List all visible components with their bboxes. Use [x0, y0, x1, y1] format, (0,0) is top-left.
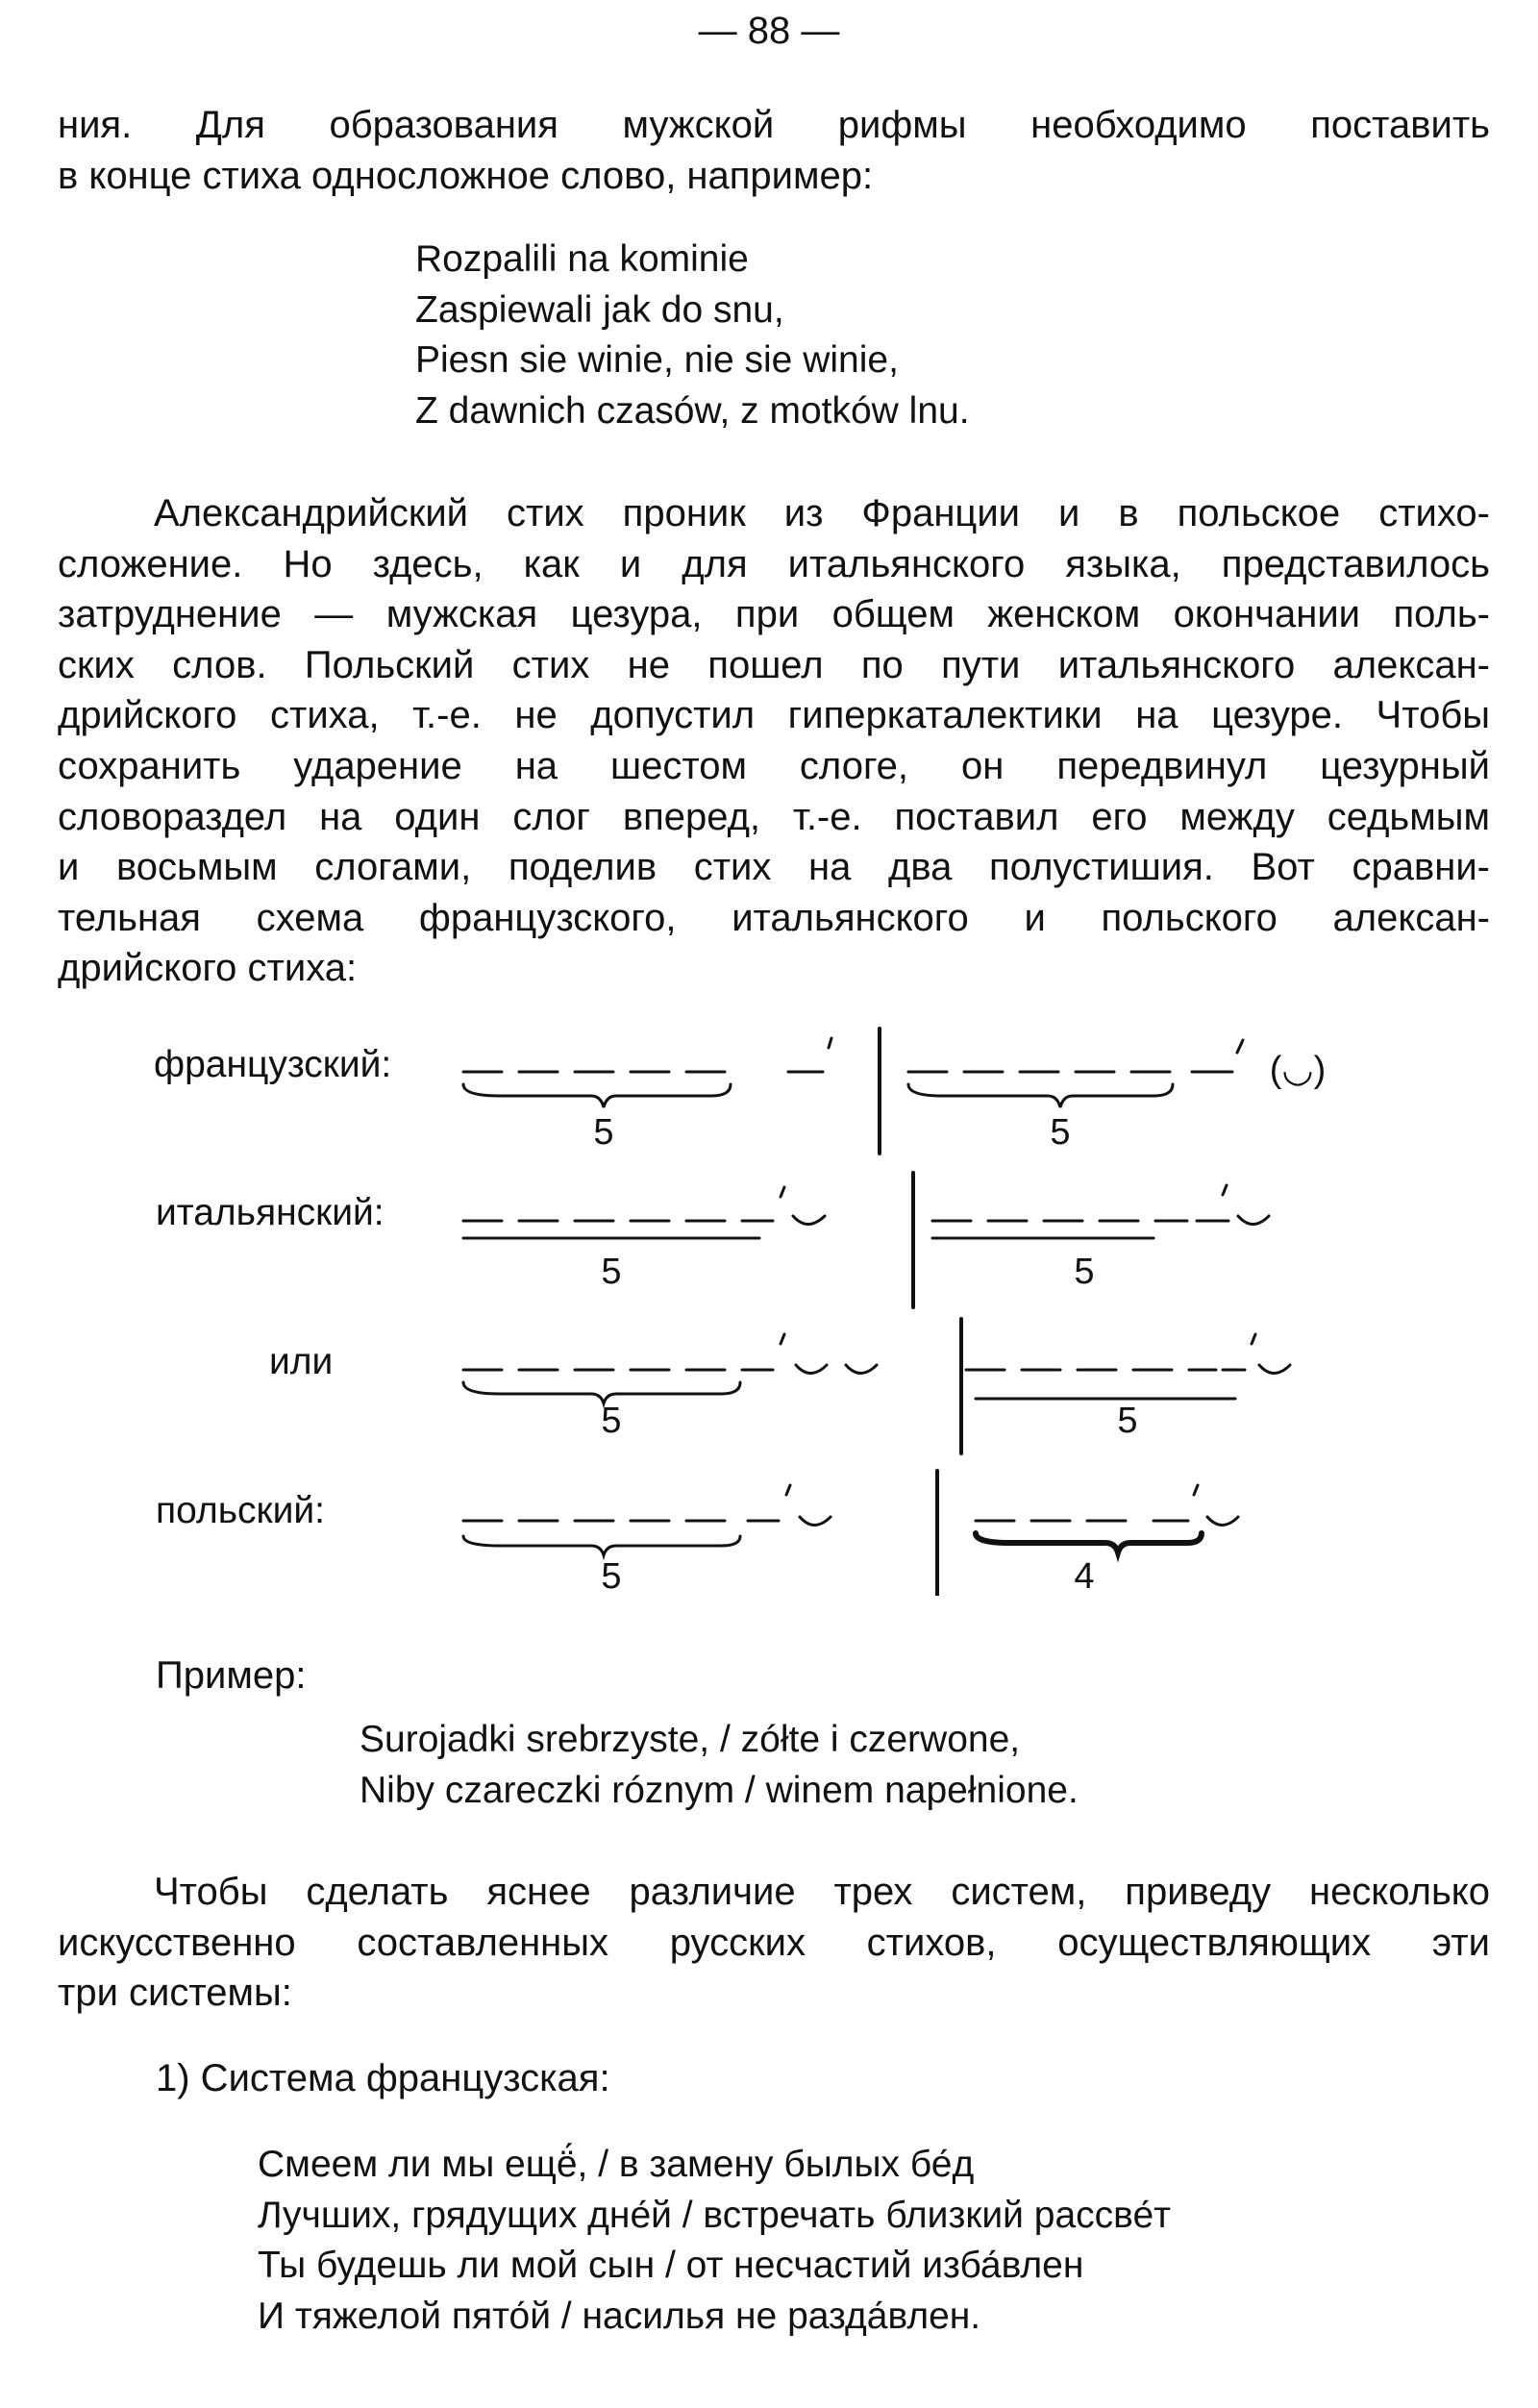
text-line: словораздел на один слог вперед, т.-е. поставил его между седьмым	[58, 795, 1490, 838]
text-line: сохранить ударение на шестом слоге, он передвинул цезурный	[58, 744, 1490, 787]
text-line: тельная схема французского, итальянского и польского алексан-	[58, 896, 1490, 939]
text-line: и восьмым слогами, поделив стих на два полустишия. Вот сравни-	[58, 846, 1490, 889]
count-italian-left: 5	[601, 1252, 622, 1292]
italian-scheme	[463, 1173, 1269, 1307]
verse-line: Surojadki srebrzyste, / zółte i czerwone,	[360, 1719, 1021, 1760]
polish-scheme	[463, 1471, 1238, 1596]
french-scheme	[463, 1029, 1243, 1154]
verse-line: Ты будешь ли мой сын / от несчастий изба́влен	[258, 2245, 1084, 2286]
system-heading: 1) Система французская:	[156, 2057, 610, 2099]
text-line: затруднение — мужская цезура, при общем женском окончании поль-	[58, 593, 1490, 636]
verse-line: Z dawnich czasów, z motków lnu.	[415, 389, 970, 432]
polish-verse-example	[415, 235, 970, 436]
text-line: ния. Для образования мужской рифмы необходимо поставить	[58, 104, 1490, 146]
verse-line: Zaspiewali jak do snu,	[415, 288, 784, 331]
scheme-label-french: французский:	[154, 1044, 392, 1085]
verse-line: Niby czareczki róznym / winem napełnione.	[360, 1769, 1079, 1811]
metrical-schemes-diagram	[442, 1019, 1403, 1596]
text-line: дрийского стиха:	[58, 947, 358, 990]
french-optional-syllable: (◡)	[1269, 1050, 1327, 1090]
russian-verse-example	[258, 2140, 1171, 2342]
verse-line: Лучших, грядущих дне́й / встречать близкий рассве́т	[258, 2194, 1172, 2236]
paragraph-alexandrine	[58, 488, 1490, 994]
count-or-right: 5	[1117, 1401, 1138, 1441]
paragraph-rhyme	[58, 100, 1490, 201]
count-or-left: 5	[601, 1401, 622, 1441]
verse-line: Смеем ли мы ещё́, / в замену былых бе́д	[258, 2144, 975, 2185]
text-line: ских слов. Польский стих не пошел по пути итальянского алексан-	[58, 643, 1490, 686]
text-line: в конце стиха односложное слово, например:	[58, 154, 874, 197]
scheme-label-italian: итальянский:	[156, 1192, 384, 1233]
page-number: — 88 —	[698, 10, 840, 52]
count-french-right: 5	[1050, 1112, 1071, 1153]
count-italian-right: 5	[1074, 1252, 1095, 1292]
count-polish-right: 4	[1074, 1556, 1095, 1596]
text-line: дрийского стиха, т.-е. не допустил гиперкаталектики на цезуре. Чтобы	[58, 694, 1490, 737]
text-line: три системы:	[58, 1972, 292, 2015]
paragraph-three-systems	[58, 1867, 1490, 2019]
count-polish-left: 5	[601, 1556, 622, 1596]
verse-line: Piesn sie winie, nie sie winie,	[415, 339, 899, 381]
text-line: Чтобы сделать яснее различие трех систем, приведу несколько	[154, 1871, 1490, 1913]
text-line: Александрийский стих проник из Франции и в польское стихо-	[154, 492, 1490, 534]
verse-line: И тяжелой пято́й / насилья не разда́влен.	[258, 2295, 981, 2337]
scheme-label-or: или	[269, 1341, 334, 1382]
example-label: Пример:	[156, 1654, 307, 1697]
italian-alt-scheme	[463, 1319, 1290, 1453]
count-french-left: 5	[593, 1112, 614, 1153]
text-line: искусственно составленных русских стихов, осуществляющих эти	[58, 1921, 1490, 1964]
text-line: сложение. Но здесь, как и для итальянского языка, представилось	[58, 542, 1490, 585]
scheme-label-polish: польский:	[156, 1490, 325, 1531]
polish-alexandrine-example	[360, 1715, 1079, 1816]
verse-line: Rozpalili na kominie	[415, 238, 749, 280]
